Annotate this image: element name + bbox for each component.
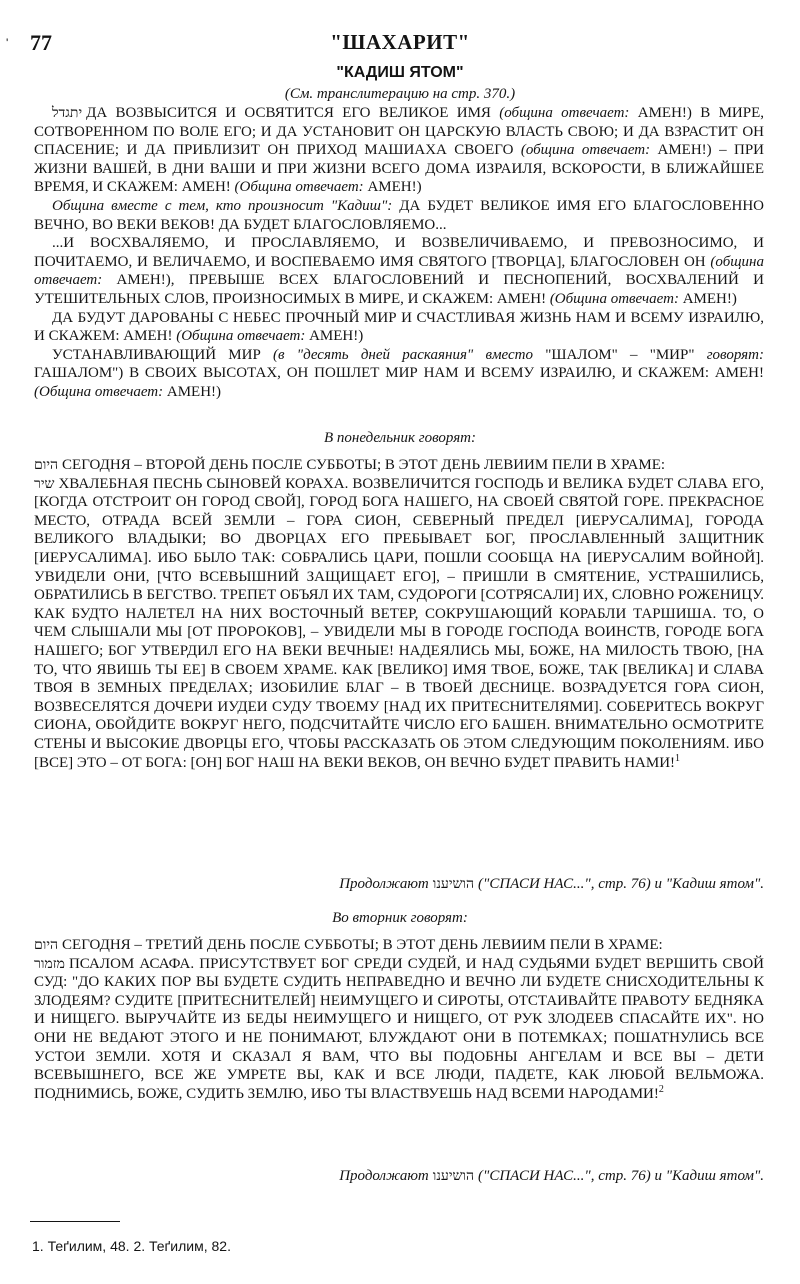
prayer-text: СЕГОДНЯ – ВТОРОЙ ДЕНЬ ПОСЛЕ СУББОТЫ; В ЭТОТ ДЕНЬ ЛЕВИИМ ПЕЛИ В ХРАМЕ: bbox=[62, 457, 666, 473]
tuesday-psalm bbox=[34, 955, 764, 1104]
prayer-text: ДА БУДЕТ ВЕЛИКОЕ ИМЯ ЕГО БЛАГОСЛОВЕННО ВЕЧНО, ВО ВЕКИ ВЕКОВ! ДА БУДЕТ БЛАГОСЛОВЛЯЕМО... bbox=[34, 197, 764, 233]
response-note: (община отвечает: bbox=[520, 142, 651, 159]
kaddish-paragraph-5 bbox=[34, 346, 764, 402]
prayer-text: ГАШАЛОМ") В СВОИХ ВЫСОТАХ, ОН ПОШЛЕТ МИР НАМ И ВСЕМУ ИЗРАИЛЮ, И СКАЖЕМ: АМЕН! bbox=[34, 365, 764, 382]
tuesday-continuation bbox=[339, 1168, 764, 1185]
kaddish-title: "КАДИШ ЯТОМ" bbox=[336, 64, 464, 81]
response-note: (община отвечает: bbox=[34, 253, 764, 289]
hebrew-word: יתגדל bbox=[52, 105, 83, 121]
prayer-text: АМЕН!), ПРЕВЫШЕ ВСЕХ БЛАГОСЛОВЕНИЙ И ПЕСНОПЕНИЙ, ВОСХВАЛЕНИЙ И УТЕШИТЕЛЬНЫХ СЛОВ, ПРОИЗНОСИМЫХ В МИРЕ, И СКАЖЕМ: АМЕН! bbox=[34, 272, 764, 307]
response-note: (Община отвечает: bbox=[234, 179, 364, 196]
instruction-note: Община вместе с тем, кто произносит "Кадиш": bbox=[52, 197, 393, 214]
continuation-text: ("СПАСИ НАС...", стр. 76) и "Кадиш ятом". bbox=[478, 876, 764, 892]
monday-intro bbox=[34, 456, 764, 475]
prayer-text: АМЕН!) bbox=[678, 290, 737, 307]
hebrew-word: היום bbox=[34, 937, 59, 953]
prayer-text: АМЕН!) – ПРИ ЖИЗНИ ВАШЕЙ, В ДНИ ВАШИ И ПРИ ЖИЗНИ ВСЕГО ДОМА ИЗРАИЛЯ, ВСКОРОСТИ, В БЛИЖАЙШЕЕ ВРЕМЯ, И СКАЖЕМ: АМЕН! bbox=[34, 142, 764, 196]
corner-mark: ' bbox=[6, 36, 9, 50]
continuation-text: Продолжают bbox=[339, 1168, 429, 1184]
hebrew-word: הושיענו bbox=[432, 876, 475, 892]
tuesday-heading: Во вторник говорят: bbox=[332, 910, 468, 926]
footnote-mark: 1 bbox=[675, 752, 681, 764]
kaddish-text bbox=[34, 104, 764, 402]
hebrew-word: מזמור bbox=[34, 955, 65, 972]
running-title: "ШАХАРИТ" bbox=[330, 30, 470, 54]
kaddish-paragraph-1 bbox=[34, 104, 764, 197]
response-note: (Община отвечает: bbox=[34, 383, 164, 400]
prayer-text: "ШАЛОМ" – "МИР" bbox=[532, 346, 707, 363]
continuation-text: Продолжают bbox=[339, 876, 429, 892]
tuesday-text bbox=[34, 936, 764, 1103]
prayer-text: ...И ВОСХВАЛЯЕМО, И ПРОСЛАВЛЯЕМО, И ВОЗВЕЛИЧИВАЕМО, И ПРЕВОЗНОСИМО, И ПОЧИТАЕМО, И ВЕЛИЧАЕМО, И ВОСПЕВАЕМО ИМЯ СВЯТОГО [ТВОРЦА], БЛАГОСЛОВЕН ОН bbox=[34, 235, 764, 270]
monday-heading: В понедельник говорят: bbox=[323, 430, 477, 446]
kaddish-subtitle: (См. транслитерацию на стр. 370.) bbox=[284, 86, 516, 102]
prayer-text: СЕГОДНЯ – ТРЕТИЙ ДЕНЬ ПОСЛЕ СУББОТЫ; В ЭТОТ ДЕНЬ ЛЕВИИМ ПЕЛИ В ХРАМЕ: bbox=[62, 937, 663, 953]
kaddish-paragraph-2 bbox=[34, 197, 764, 234]
instruction-note: говорят: bbox=[706, 346, 764, 363]
prayer-text: АМЕН!) В МИРЕ, СОТВОРЕННОМ ПО ВОЛЕ ЕГО; И ДА УСТАНОВИТ ОН ЦАРСКУЮ ВЛАСТЬ СВОЮ; И ДА ВЗРАСТИТ ОН СПАСЕНИЕ; И ДА ПРИБЛИЗИТ ОН ПРИХОД МАШИАХА СВОЕГО bbox=[34, 105, 764, 159]
prayer-text: АМЕН!) bbox=[163, 383, 222, 400]
prayer-text: ДА ВОЗВЫСИТСЯ И ОСВЯТИТСЯ ЕГО ВЕЛИКОЕ ИМЯ bbox=[86, 105, 500, 121]
prayer-text: АМЕН!) bbox=[363, 179, 422, 196]
hebrew-word: שיר bbox=[34, 475, 55, 492]
footnotes: 1. Теґилим, 48. 2. Теґилим, 82. bbox=[32, 1238, 231, 1254]
kaddish-paragraph-4 bbox=[34, 309, 764, 346]
footnote-mark: 2 bbox=[658, 1083, 664, 1095]
psalm-text: ПСАЛОМ АСАФА. ПРИСУТСТВУЕТ БОГ СРЕДИ СУДЕЙ, И НАД СУДЬЯМИ БУДЕТ ВЕРШИТЬ СВОЙ СУД: "ДО КАКИХ ПОР ВЫ БУДЕТЕ СУДИТЬ НЕПРАВЕДНО И ВЕЧНО ЛИ БУДЕТЕ СНИСХОДИТЕЛЬНЫ К ЗЛОДЕЯМ? СУДИТЕ [ПРИТЕСНИТЕЛЕЙ] НЕИМУЩЕГО И СИРОТЫ, ОТСТАИВАЙТЕ ПРАВОТУ БЕДНЯКА И НИЩЕГО. ВЫРУЧАЙТЕ ИЗ БЕДЫ НЕИМУЩЕГО И НИЩЕГО, ОТ РУК ЗЛОДЕЕВ СПАСАЙТЕ ИХ". НО ОНИ НЕ ВЕДАЮТ ЭТОГО И НЕ ПОНИМАЮТ, БЛУЖДАЮТ ОНИ В ПОТЕМКАХ; ПОШАТНУЛИСЬ ВСЕ УСТОИ ЗЕМЛИ. ХОТЯ И СКАЗАЛ Я ВАМ, ЧТО ВЫ ПОДОБНЫ АНГЕЛАМ И ВСЕ ВЫ – ДЕТИ ВСЕВЫШНЕГО, ВСЕ ЖЕ УМРЕТЕ ВЫ, КАК И ВСЕ ЛЮДИ, ПАДЕТЕ, КАК ЛЮБОЙ ВЕЛЬМОЖА. ПОДНИМИСЬ, БОЖЕ, СУДИТЬ ЗЕМЛЮ, ИБО ТЫ ВЛАСТВУЕШЬ НАД ВСЕМИ НАРОДАМИ! bbox=[34, 955, 764, 1102]
monday-psalm bbox=[34, 475, 764, 773]
page-number: 77 bbox=[30, 30, 52, 55]
prayer-text: ДА БУДУТ ДАРОВАНЫ С НЕБЕС ПРОЧНЫЙ МИР И СЧАСТЛИВАЯ ЖИЗНЬ НАМ И ВСЕМУ ИЗРАИЛЮ, И СКАЖЕМ: АМЕН! bbox=[34, 309, 764, 345]
monday-text bbox=[34, 456, 764, 772]
response-note: (Община отвечает: bbox=[549, 290, 679, 307]
kaddish-paragraph-3 bbox=[34, 234, 764, 308]
footnote-divider bbox=[30, 1221, 120, 1222]
response-note: (Община отвечает: bbox=[176, 328, 306, 345]
continuation-text: ("СПАСИ НАС...", стр. 76) и "Кадиш ятом". bbox=[478, 1168, 764, 1184]
hebrew-word: הושיענו bbox=[432, 1168, 475, 1184]
hebrew-word: היום bbox=[34, 457, 59, 473]
prayer-text: УСТАНАВЛИВАЮЩИЙ МИР bbox=[52, 346, 274, 363]
response-note: (община отвечает: bbox=[499, 105, 630, 121]
tuesday-intro bbox=[34, 936, 764, 955]
instruction-note: (в "десять дней раскаяния" вместо bbox=[273, 346, 533, 363]
psalm-text: ХВАЛЕБНАЯ ПЕСНЬ СЫНОВЕЙ КОРАХА. ВОЗВЕЛИЧИТСЯ ГОСПОДЬ И ВЕЛИКА БУДЕТ СЛАВА ЕГО, [КОГДА ОТСТРОИТ ОН ГОРОД СВОЙ], ГОРОД БОГА НАШЕГО, НА СВОЕЙ СВЯТОЙ ГОРЕ. ПРЕКРАСНОЕ МЕСТО, ОТРАДА ВСЕЙ ЗЕМЛИ – ГОРА СИОН, СЕВЕРНЫЙ ПРЕДЕЛ [ИЕРУСАЛИМА], ГОРОДА ВЕЛИКОГО ВЛАДЫКИ; ВО ДВОРЦАХ ЕГО ПРЕБЫВАЕТ БОГ, ПРОСЛАВЛЕННЫЙ ЗАЩИТНИК [ИЕРУСАЛИМА]. ИБО БЫЛО ТАК: СОБРАЛИСЬ ЦАРИ, ПОШЛИ СООБЩА НА [ИЕРУСАЛИМ ВОЙНОЙ]. УВИДЕЛИ ОНИ, [ЧТО ВСЕВЫШНИЙ ЗАЩИЩАЕТ ЕГО], – ПРИШЛИ В СМЯТЕНИЕ, УСТРАШИЛИСЬ, ОБРАТИЛИСЬ В БЕГСТВО. ТРЕПЕТ ОБЪЯЛ ИХ ТАМ, СУДОРОГИ [СОТРЯСАЛИ] ИХ, СЛОВНО РОЖЕНИЦУ. КАК БУДТО НАЛЕТЕЛ НА НИХ ВОСТОЧНЫЙ ВЕТЕР, СОКРУШАЮЩИЙ КОРАБЛИ ТАРШИША. ТО, О ЧЕМ СЛЫШАЛИ МЫ [ОТ ПРОРОКОВ], – УВИДЕЛИ МЫ В ГОРОДЕ ГОСПОДА ВОИНСТВ, ГОРОДЕ БОГА НАШЕГО; БОГ УТВЕРДИЛ ЕГО НА ВЕКИ ВЕЧНЫЕ! НАДЕЯЛИСЬ МЫ, БОЖЕ, НА МИЛОСТЬ ТВОЮ, [НА ТО, ЧТО ЯВИШЬ ТЫ ЕЕ] В СВОЕМ ХРАМЕ. КАК [ВЕЛИКО] ИМЯ ТВОЕ, БОЖЕ, ТАК [ВЕЛИКА] И СЛАВА ТВОЯ В ЗЕМНЫХ ПРЕДЕЛАХ; ИЗОБИЛИЕ БЛАГ – В ТВОЕЙ ДЕСНИЦЕ. ВОЗРАДУЕТСЯ ГОРА СИОН, ВОЗВЕСЕЛЯТСЯ ДОЧЕРИ ИУДЕИ СУДУ ТВОЕМУ [НАД ИХ ПРИТЕСНИТЕЛЯМИ]. СОБЕРИТЕСЬ ВОКРУГ СИОНА, ОБОЙДИТЕ ВОКРУГ НЕГО, ПОДСЧИТАЙТЕ ЧИСЛО ЕГО БАШЕН. ВНИМАТЕЛЬНО ОСМОТРИТЕ СТЕНЫ И ВЫСОКИЕ ДВОРЦЫ ЕГО, ЧТОБЫ РАССКАЗАТЬ ОБ ЭТОМ СЛЕДУЮЩИМ ПОКОЛЕНИЯМ. ИБО [ВСЕ] ЭТО – ОТ БОГА: [ОН] БОГ НАШ НА ВЕКИ ВЕКОВ, ОН ВЕЧНО БУДЕТ ПРАВИТЬ НАМИ! bbox=[34, 475, 764, 771]
prayer-text: АМЕН!) bbox=[305, 328, 364, 345]
monday-continuation bbox=[339, 876, 764, 893]
